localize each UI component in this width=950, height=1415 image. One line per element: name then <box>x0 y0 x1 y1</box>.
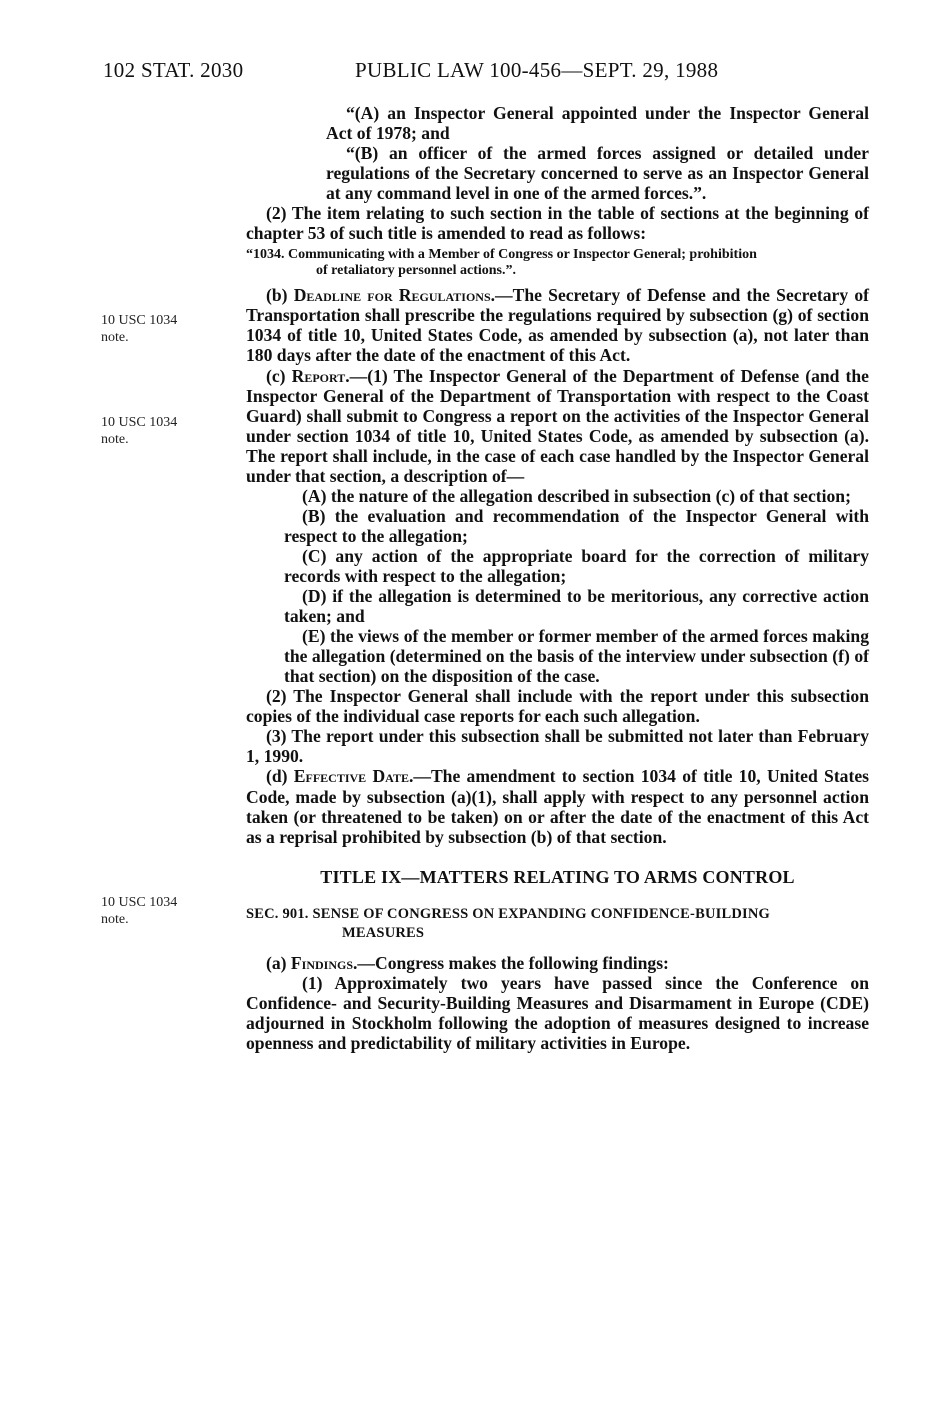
margin-note-c <box>101 414 177 448</box>
margin-note-b <box>101 312 177 346</box>
margin-note-citation: 10 USC 1034 <box>101 313 178 328</box>
margin-note-d <box>101 894 177 928</box>
paragraph-2: (2) The item relating to such section in the table of sections at the beginning of chapter 53 of such title is amended to read as follows: <box>246 203 869 244</box>
margin-note-sub: note. <box>101 432 129 447</box>
subsection-text: .—Congress makes the following findings: <box>353 952 669 973</box>
subsection-heading: Findings <box>290 952 354 973</box>
finding-1: (1) Approximately two years have passed since the Conference on Confidence- and Security-Building Measures and Disarmament in Europe (CDE) adjourned in Stockholm following the adoption of measures designed to increase openness and predictability of military activities in Europe. <box>246 972 869 1053</box>
section-heading <box>246 905 869 943</box>
running-header-title: PUBLIC LAW 100-456—SEPT. 29, 1988 <box>355 58 719 82</box>
margin-note-sub: note. <box>101 912 129 927</box>
subsection-text: .—The amendment to section 1034 of title 10, United States Code, made by subsection (a)(1), shall apply with respect to any personnel action taken (or threatened to be taken) on or after the date of the enactment of this Act as a reprisal prohibited by subsection (b) of that section. <box>246 766 869 847</box>
subsection-label: (a) <box>266 952 291 973</box>
subsection-label: (c) <box>266 365 292 386</box>
clause-c-E: (E) the views of the member or former member of the armed forces making the allegation (determined on the basis of the interview under subsection (f) of that section) on the disposition of the case. <box>284 626 869 687</box>
clause-c-B: (B) the evaluation and recommendation of the Inspector General with respect to the allegation; <box>284 505 869 546</box>
subsection-a <box>246 953 869 973</box>
section-heading-line1: SEC. 901. SENSE OF CONGRESS ON EXPANDING CONFIDENCE-BUILDING <box>246 905 771 922</box>
subsection-heading: Report <box>291 365 346 386</box>
stat-citation: 102 STAT. 2030 <box>103 58 244 82</box>
body-text <box>246 103 869 1053</box>
clause-c-C: (C) any action of the appropriate board for the correction of military records with respect to the allegation; <box>284 545 869 586</box>
table-item-line2: of retaliatory personnel actions.”. <box>316 263 516 279</box>
subsection-c <box>246 366 869 486</box>
margin-note-citation: 10 USC 1034 <box>101 415 178 430</box>
subsection-d <box>246 766 869 846</box>
subsection-text: .—(1) The Inspector General of the Department of Defense (and the Inspector General of the Department of Transportation with respect to the Coast Guard) shall submit to Congress a report on the activities of the Inspector General under section 1034 of title 10, United States Code, as amended by subsection (a). The report shall include, in the case of each case handled by the Inspector General under that section, a description of— <box>246 365 869 486</box>
subsection-heading: Deadline for Regulations <box>293 285 491 306</box>
paragraph-c2: (2) The Inspector General shall include with the report under this subsection copies of the individual case reports for each such allegation. <box>246 686 869 727</box>
clause-c-D: (D) if the allegation is determined to be meritorious, any corrective action taken; and <box>284 586 869 627</box>
quoted-clause-b: “(B) an officer of the armed forces assigned or detailed under regulations of the Secretary concerned to serve as an Inspector General at any command level in one of the armed forces.”. <box>326 143 869 204</box>
title-heading: TITLE IX—MATTERS RELATING TO ARMS CONTROL <box>320 866 795 887</box>
subsection-heading: Effective Date <box>293 766 409 787</box>
subsection-label: (b) <box>266 285 294 306</box>
subsection-label: (d) <box>266 766 294 787</box>
clause-c-A: (A) the nature of the allegation described in subsection (c) of that section; <box>302 485 851 506</box>
margin-note-citation: 10 USC 1034 <box>101 895 178 910</box>
paragraph-c3: (3) The report under this subsection shall be submitted not later than February 1, 1990. <box>246 726 869 767</box>
section-heading-line2: MEASURES <box>342 924 425 941</box>
subsection-text: .—The Secretary of Defense and the Secretary of Transportation shall prescribe the regulations required by subsection (g) of section 1034 of title 10, United States Code, as amended by subsection (a), not later than 180 days after the date of the enactment of this Act. <box>246 285 869 366</box>
table-item <box>246 247 869 279</box>
margin-note-sub: note. <box>101 330 129 345</box>
table-item-line1: “1034. Communicating with a Member of Congress or Inspector General; prohibition <box>246 247 757 263</box>
subsection-b <box>246 285 869 365</box>
quoted-clause-a: “(A) an Inspector General appointed under the Inspector General Act of 1978; and <box>326 103 869 144</box>
